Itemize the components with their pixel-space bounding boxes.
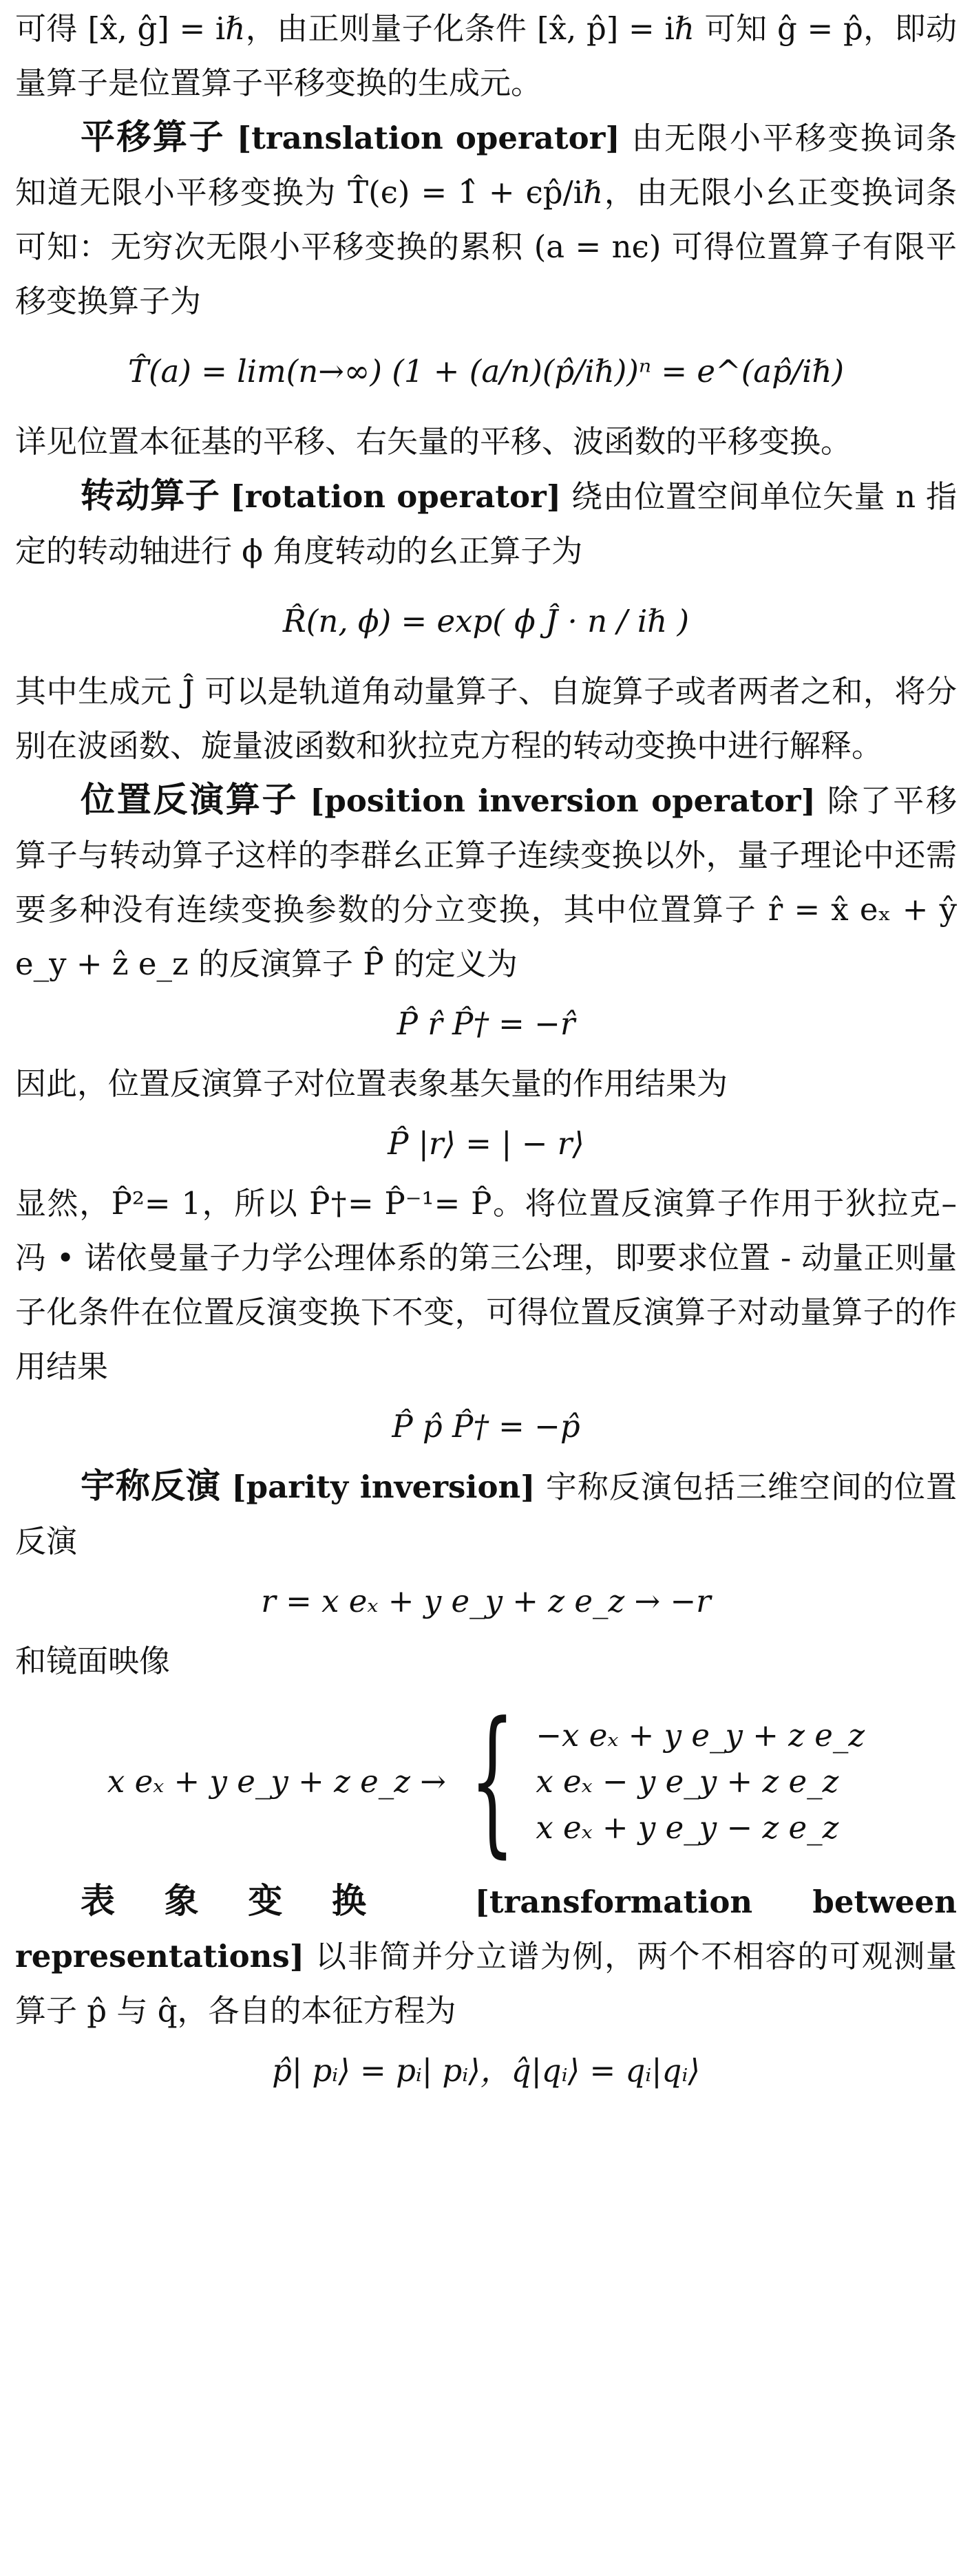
equation-inversion-ket: P̂ |r⟩ = | − r⟩ (388, 1125, 584, 1162)
position-inversion-text: 除了平移算子与转动算子这样的李群幺正算子连续变换以外，量子理论中还需要多种没有连续变换参数的分立变换，其中位置算子 r̂ = x̂ eₓ + ŷ e_y + ẑ e_z 的反演算子 P̂ 的定义为 (15, 783, 957, 982)
translation-text: 由无限小平移变换词条知道无限小平移变换为 T̂(ϵ) = 1̂ + ϵp̂/iℏ，由无限小幺正变换词条可知：无穷次无限小平移变换的累积 (a = nϵ) 可得位置算子有限平移变换算子为 (15, 120, 957, 319)
paragraph-translation-operator (15, 110, 957, 328)
rotation-text: 绕由位置空间单位矢量 n 指定的转动轴进行 ϕ 角度转动的幺正算子为 (15, 478, 958, 569)
mirror-lhs: x eₓ + y e_y + z e_z → (107, 1763, 446, 1800)
paragraph-inversion-properties: 显然，P̂²= 1，所以 P̂†= P̂⁻¹= P̂。将位置反演算子作用于狄拉克–冯 • 诺依曼量子力学公理体系的第三公理，即要求位置 - 动量正则量子化条件在位置反演变换下不变，可得位置反演算子对动量算子的作用结果 (15, 1185, 957, 1385)
mirror-case-z: x eₓ + y e_y − z e_z (536, 1809, 839, 1846)
term-translation: 平移算子 (81, 117, 226, 157)
paragraph-translation-ref: 详见位置本征基的平移、右矢量的平移、波函数的平移变换。 (15, 423, 852, 460)
paragraph-inversion-basis: 因此，位置反演算子对位置表象基矢量的作用结果为 (15, 1065, 728, 1102)
equation-parity: r = x eₓ + y e_y + z e_z → −r (261, 1583, 711, 1619)
term-position-inversion: 位置反演算子 (81, 780, 299, 820)
paragraph-representation-transformation (15, 1874, 957, 2038)
term-rotation-en: [rotation operator] (230, 478, 562, 515)
equation-inversion-definition: P̂ r̂ P̂† = −r̂ (397, 1005, 575, 1042)
paragraph-rotation-generator: 其中生成元 Ĵ 可以是轨道角动量算子、自旋算子或者两者之和，将分别在波函数、旋量波函数和狄拉克方程的转动变换中进行解释。 (15, 673, 957, 764)
mirror-cases (536, 1717, 865, 1846)
term-position-inversion-en: [position inversion operator] (310, 783, 816, 819)
term-parity-en: [parity inversion] (231, 1469, 536, 1505)
parity-text: 宇称反演包括三维空间的位置反演 (15, 1469, 957, 1560)
term-representation-en: [transformation between representations] (15, 1884, 957, 1974)
equation-inversion-momentum: P̂ p̂ P̂† = −p̂ (392, 1408, 580, 1445)
equation-mirror-cases (15, 1688, 957, 1874)
term-translation-en: [translation operator] (236, 120, 620, 156)
paragraph-mirror: 和镜面映像 (15, 1643, 171, 1679)
equation-translation: T̂(a) = lim(n→∞) (1 + (a/n)(p̂/iℏ))ⁿ = e^(ap̂/iℏ) (127, 353, 845, 390)
term-rotation: 转动算子 (81, 476, 220, 515)
equation-rotation: R̂(n, ϕ) = exp( ϕ Ĵ · n / iℏ ) (282, 603, 690, 639)
paragraph-rotation-operator (15, 469, 957, 578)
mirror-case-y: x eₓ − y e_y + z e_z (536, 1763, 839, 1800)
paragraph-position-inversion (15, 773, 957, 991)
term-representation: 表象变换 (81, 1881, 416, 1921)
term-parity: 宇称反演 (81, 1466, 222, 1506)
paragraph-parity-inversion (15, 1459, 957, 1568)
paragraph-generator: 可得 [x̂, ĝ] = iℏ，由正则量子化条件 [x̂, p̂] = iℏ 可知 ĝ = p̂，即动量算子是位置算子平移变换的生成元。 (15, 10, 957, 101)
representation-text: 以非简并分立谱为例，两个不相容的可观测量算子 p̂ 与 q̂，各自的本征方程为 (15, 1938, 957, 2029)
equation-eigen: p̂| pᵢ⟩ = pᵢ| pᵢ⟩，q̂|qᵢ⟩ = qᵢ|qᵢ⟩ (272, 2052, 700, 2089)
mirror-case-x: −x eₓ + y e_y + z e_z (536, 1716, 865, 1754)
left-brace-icon: { (469, 1689, 516, 1873)
